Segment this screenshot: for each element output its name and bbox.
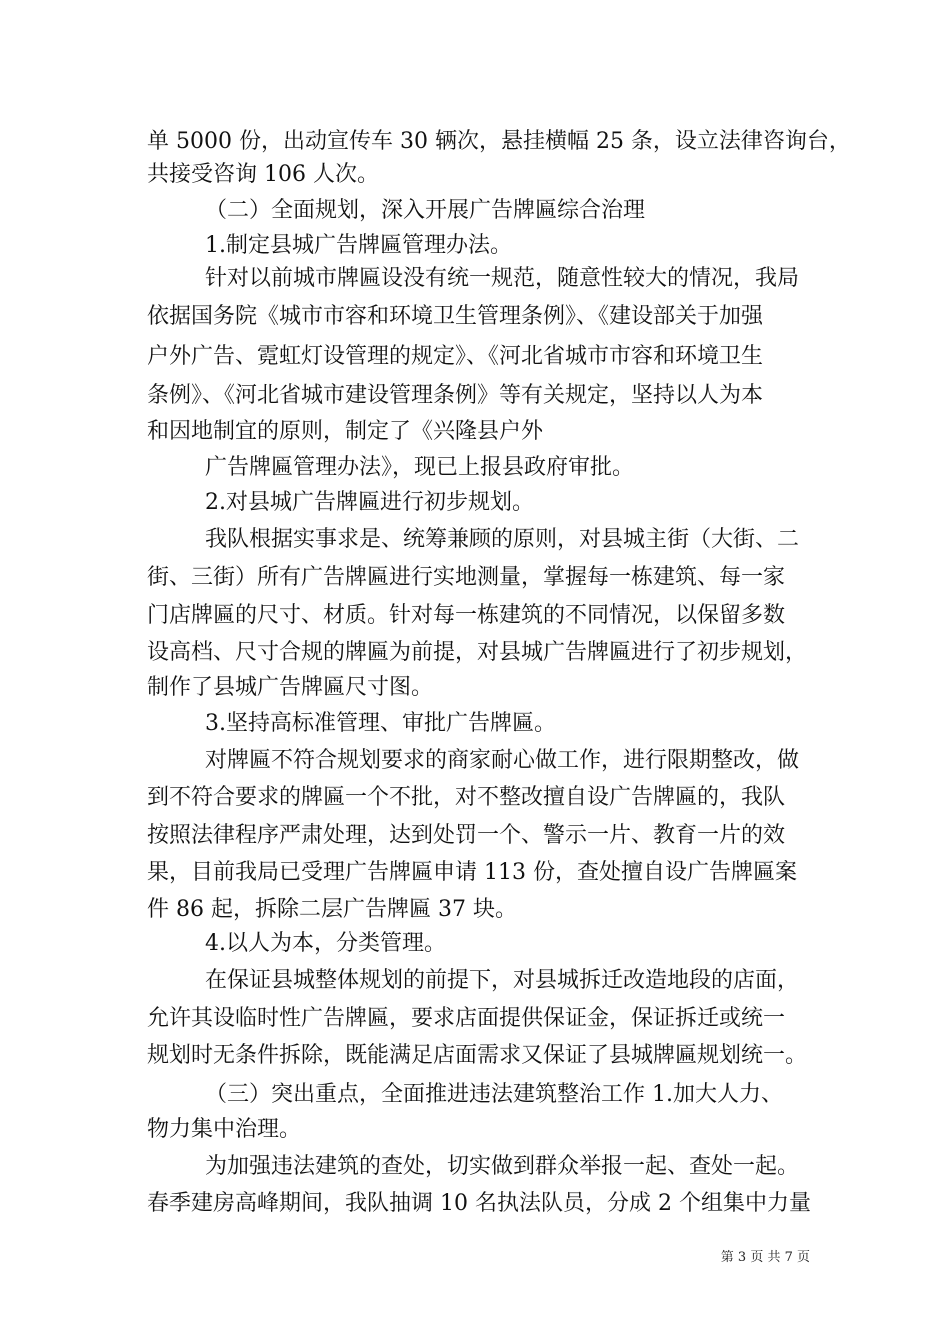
text-line: 春季建房高峰期间，我队抽调 10 名执法队员，分成 2 个组集中力量 [147, 1191, 811, 1216]
section-heading: （二）全面规划，深入开展广告牌匾综合治理 [205, 198, 646, 223]
text-line: 按照法律程序严肃处理，达到处罚一个、警示一片、教育一片的效 [147, 823, 786, 848]
text-line: 对牌匾不符合规划要求的商家耐心做工作，进行限期整改，做 [205, 748, 800, 773]
subsection-heading: 2.对县城广告牌匾进行初步规划。 [205, 490, 534, 515]
section-heading: （三）突出重点，全面推进违法建筑整治工作 1.加大人力、 [205, 1082, 783, 1107]
subsection-heading: 4.以人为本，分类管理。 [205, 931, 446, 956]
text-line: 为加强违法建筑的查处，切实做到群众举报一起、查处一起。 [205, 1154, 800, 1179]
text-line: 设高档、尺寸合规的牌匾为前提，对县城广告牌匾进行了初步规划， [147, 640, 808, 665]
text-line: 规划时无条件拆除，既能满足店面需求又保证了县城牌匾规划统一。 [147, 1043, 808, 1068]
text-line: 物力集中治理。 [147, 1117, 302, 1142]
text-line: 针对以前城市牌匾设没有统一规范，随意性较大的情况，我局 [205, 266, 800, 291]
text-line: 在保证县城整体规划的前提下，对县城拆迁改造地段的店面， [205, 968, 800, 993]
text-line: 共接受咨询 106 人次。 [147, 162, 379, 187]
text-line: 制作了县城广告牌匾尺寸图。 [147, 675, 434, 700]
text-line: 单 5000 份，出动宣传车 30 辆次，悬挂横幅 25 条，设立法律咨询台， [147, 129, 851, 154]
text-line: 我队根据实事求是、统筹兼顾的原则，对县城主街（大街、二 [205, 527, 800, 552]
text-line: 到不符合要求的牌匾一个不批，对不整改擅自设广告牌匾的，我队 [147, 785, 786, 810]
page-number: 第 3 页 共 7 页 [720, 1250, 810, 1265]
text-line: 依据国务院《城市市容和环境卫生管理条例》、《建设部关于加强 [147, 304, 764, 329]
text-line: 户外广告、霓虹灯设管理的规定》、《河北省城市市容和环境卫生 [147, 344, 764, 369]
text-line: 件 86 起，拆除二层广告牌匾 37 块。 [147, 897, 517, 922]
text-line: 允许其设临时性广告牌匾，要求店面提供保证金，保证拆迁或统一 [147, 1006, 786, 1031]
text-line: 街、三街）所有广告牌匾进行实地测量，掌握每一栋建筑、每一家 [147, 565, 786, 590]
subsection-heading: 3.坚持高标准管理、审批广告牌匾。 [205, 711, 556, 736]
text-line: 和因地制宜的原则，制定了《兴隆县户外 [147, 419, 544, 444]
text-line: 门店牌匾的尺寸、材质。针对每一栋建筑的不同情况，以保留多数 [147, 603, 786, 628]
subsection-heading: 1.制定县城广告牌匾管理办法。 [205, 233, 512, 258]
text-line: 条例》、《河北省城市建设管理条例》等有关规定，坚持以人为本 [147, 383, 764, 408]
text-line: 广告牌匾管理办法》，现已上报县政府审批。 [205, 455, 635, 480]
text-line: 果，目前我局已受理广告牌匾申请 113 份，查处擅自设广告牌匾案 [147, 860, 797, 885]
